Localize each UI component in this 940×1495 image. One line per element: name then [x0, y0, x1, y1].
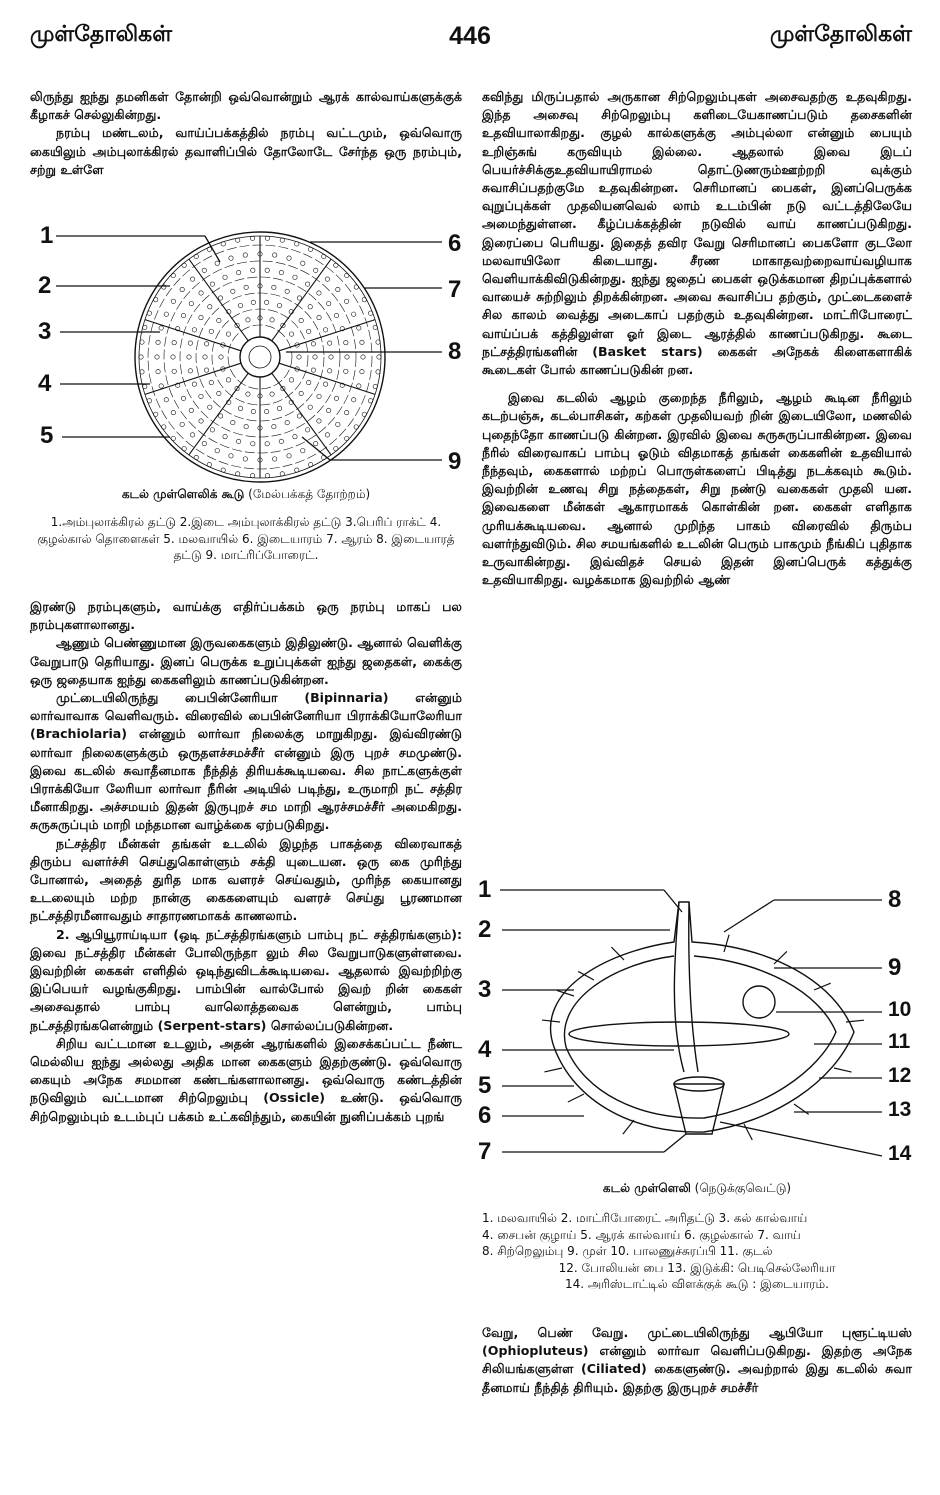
figure-label: 6 — [448, 230, 462, 257]
legend-line: 12. போலியன் பை 13. இடுக்கி: பெடிசெல்லேரியா — [558, 1260, 836, 1275]
paragraph: 2. ஆபியூராய்டியா (ஒடி நட்சத்திரங்களும் பாம்பு நட் சத்திரங்களும்): இவை நட்சத்திர மீன்கள் போலிருந்தா லும் சில வேறுபாடுகளுள்ளவை. இவற்றின் கைகள் எளிதில் ஒடிந்துவிடக்கூடியவை. ஆதலால் இவற்றிற்கு இப்பெயர் வழங்குகிறது. பாம்பின் வால்போல் இவற் றின் கைகள் அசைவதால் பாம்பு வாலொத்தவைக ளென்றும், பாம்பு நட்சத்திரங்களென்றும் (Serpent-stars) சொல்லப்படுகின்றன. — [30, 926, 462, 1033]
figure2-legend — [482, 1210, 912, 1293]
paragraph: கவிந்து மிருப்பதால் அருகான சிற்றெலும்புகள் அசைவதற்கு உதவுகிறது. இந்த அசைவு சிற்றெலும்பு களிடையேகாணப்படும் தசைகளின் உதவியாலாகிறது. குழல் கால்களுக்கு அம்புல்லா என்னும் பையும் உறிஞ்சுங் கருவியும் இல்லை. ஆதலால் இவை இடப் பெயர்ச்சிக்குஉதவியாயிராமல் தொட்டுணரும்ஊற்றறி வுக்கும் சுவாசிப்பதற்குமே உதவுகின்றன. செரிமானப் பைகள், இனப்பெருக்க வுறுப்புக்கள் முதலியனவெல் லாம் உடம்பின் நடு வட்டத்திலேயே அமைந்துள்ளன. கீழ்ப்பக்கத்தின் நடுவில் வாய் காணப்படுகிறது. இரைப்பை பெரியது. இதைத் தவிர வேறு செரிமானப் பைகளோ குடலோ மலவாயிலோ கிடையாது. சீரண மாகாதவற்றைவாய்வழியாக வெளியாக்கிவிடுகின்றது. ஐந்து ஜதைப் பைகள் ஒடுக்கமான திறப்புக்களால் வாயைச் சுற்றிலும் திறக்கின்றன. அவை சுவாசிப்ப தற்கும், முட்டைகளைச் சில காலம் வைத்து அடைகாப் பதற்கும் உதவுகின்றன. மாட்ரிபோரைட் வாய்ப்பக் கத்திலுள்ள ஓர் இடை ஆரத்தில் காணப்படுகிறது. கூடை நட்சத்திரங்களின் (Basket stars) கைகள் அநேகக் கிளைகளாகிக் கூடைகள் போல் காணப்படுகின் றன. — [482, 89, 912, 378]
figure-label: 1 — [478, 876, 492, 903]
figure-label: 7 — [448, 276, 462, 303]
page-number: 446 — [449, 22, 491, 50]
sea-urchin-test-diagram — [30, 222, 470, 492]
figure2-title: கடல் முள்ளெலி — [602, 1181, 691, 1195]
figure-label: 9 — [448, 448, 462, 475]
figure-label: 4 — [478, 1036, 492, 1063]
sea-urchin-section-diagram — [474, 872, 914, 1172]
figure-label: 9 — [888, 954, 902, 981]
left-column-top-text — [30, 88, 462, 179]
figure-label: 2 — [478, 916, 492, 943]
figure-label: 5 — [40, 422, 54, 449]
figure2-subtitle: (நெடுக்குவெட்டு) — [694, 1181, 792, 1195]
figure-label: 8 — [888, 886, 902, 913]
figure-label: 10 — [888, 998, 912, 1021]
left-column-text — [30, 598, 462, 1126]
figure-label: 3 — [478, 976, 492, 1003]
figure-label: 1 — [40, 222, 54, 249]
figure1-subtitle: (மேல்பக்கத் தோற்றம்) — [248, 487, 371, 501]
paragraph: வேறு, பெண் வேறு. முட்டையிலிருந்து ஆபியோ புளூட்டியஸ் (Ophiopluteus) என்னும் லார்வா வெளிப்படுகிறது. இதற்கு அநேக சிலியங்களுள்ள (Ciliated) கைகளுண்டு. அவற்றால் இது கடலில் சுவா தீனமாய் நீந்தித் திரியும். இதற்கு இருபுறச் சமச்சீர் — [482, 1325, 912, 1395]
legend-line: 4. சைபன் குழாய் 5. ஆரக் கால்வாய் 6. குழல்கால் 7. வாய் — [482, 1227, 801, 1242]
paragraph: முட்டையிலிருந்து பைபின்னேரியா (Bipinnaria) என்னும் லார்வாவாக வெளிவரும். விரைவில் பைபின்னேரியா பிராக்கியோலேரியா (Brachiolaria) என்னும் லார்வா நிலைக்கு மாறுகிறது. இவ்விரண்டு லார்வா நிலைகளுக்கும் ஒருதளச்சமச்சீர் என்னும் இரு புறச் சமமுண்டு. இவை கடலில் சுவாதீனமாக நீந்தித் திரியக்கூடியவை. சில நாட்களுக்குள் பிராக்கியோ லேரியா லார்வா நீரின் அடியில் படிந்து, உருமாறி நட் சத்திர மீனாகிறது. அச்சமயம் இதன் இருபுறச் சம மாறி ஆரச்சமச்சீர் அமைகிறது. சுருசுருப்பும் மாறி மந்தமான வாழ்க்கை ஏற்படுகிறது. — [30, 690, 462, 833]
figure-sea-urchin-section — [474, 872, 914, 1172]
paragraph: இவை கடலில் ஆழம் குறைந்த நீரிலும், ஆழம் கூடின நீரிலும் கடற்பஞ்சு, கடல்பாசிகள், கற்கள் முதலியவற் றின் இடையிலோ, மணலில் புதைந்தோ காணப்படு கின்றன. இரவில் இவை சுருசுருப்பாகின்றன. இவை நீரில் விரைவாகப் பாம்பு ஓடும் விதமாகத் தங்கள் கைகளின் உதவியால் நீந்தவும், கைகளால் மற்றப் பொருள்களைப் பிடித்து நடக்கவும் கூடும். இவற்றின் உணவு சிறு நத்தைகள், சிறு நண்டு வகைகள் முதலி யன. இவைகளை மீன்கள் ஆகாரமாகக் கொள்கின் றன. கைகள் எளிதாக முரியக்கூடியவை. ஆனால் முறிந்த பாகம் விரைவில் திரும்ப வளர்ந்துவிடும். சில சமயங்களில் உடலின் பெரும் பாகமும் நீங்கிப் புதிதாக உருவாகின்றது. இவ்விதச் செயல் இதன் இனப்பெருக் கத்துக்கு உதவியாகிறது. வழக்கமாக இவற்றில் ஆண் — [482, 390, 912, 588]
running-title-right: முள்தோலிகள் — [769, 22, 912, 47]
figure-label: 2 — [38, 272, 52, 299]
legend-line: 1. மலவாயில் 2. மாட்ரிபோரைட் அரிதட்டு 3. கல் கால்வாய் — [482, 1211, 808, 1225]
figure1-caption — [30, 486, 462, 503]
paragraph: சிறிய வட்டமான உடலும், அதன் ஆரங்களில் இசைக்கப்பட்ட நீண்ட மெல்லிய ஐந்து அல்லது அதிக மான கைகளும் இதற்குண்டு. ஒவ்வொரு கையும் அநேக சமமான கண்டங்களாலானது. ஒவ்வொரு கண்டத்தின் நடுவிலும் வட்டமான சிற்றெலும்பு (Ossicle) உண்டு. ஒவ்வொரு சிற்றெலும்பும் உடம்புப் பக்கம் உட்கவிந்தும், கையின் நுனிப்பக்கம் புறங் — [30, 1035, 462, 1124]
figure-sea-urchin-test — [30, 222, 470, 492]
figure-label: 14 — [888, 1142, 912, 1165]
figure-label: 13 — [888, 1098, 912, 1121]
figure-label: 11 — [888, 1030, 911, 1053]
figure-label: 5 — [478, 1072, 492, 1099]
running-title-left: முள்தோலிகள் — [30, 22, 173, 47]
paragraph: நரம்பு மண்டலம், வாய்ப்பக்கத்தில் நரம்பு வட்டமும், ஒவ்வொரு கையிலும் அம்புலாக்கிரல் தவாளிப்பில் தோலோடே சேர்ந்த ஒரு நரம்பும், சற்று உள்ளே — [30, 125, 462, 177]
legend-line: 8. சிற்றெலும்பு 9. முள் 10. பாலணுச்சுரப்பி 11. குடல் — [482, 1244, 773, 1258]
paragraph: ஆணும் பெண்ணுமான இருவகைகளும் இதிலுண்டு. ஆனால் வெளிக்கு வேறுபாடு தெரியாது. இனப் பெருக்க உறுப்புக்கள் ஐந்து ஜதைகள், கைக்கு ஒரு ஜதையாக ஐந்து கைகளிலும் காணப்படுகின்றன. — [30, 635, 462, 687]
figure-label: 6 — [478, 1102, 492, 1129]
paragraph: இரண்டு நரம்புகளும், வாய்க்கு எதிர்ப்பக்கம் ஒரு நரம்பு மாகப் பல நரம்புகளாலானது. — [30, 599, 462, 633]
right-column-bottom-text — [482, 1324, 912, 1397]
paragraph: நட்சத்திர மீன்கள் தங்கள் உடலில் இழந்த பாகத்தை விரைவாகத் திரும்ப வளர்ச்சி செய்துகொள்ளும் சக்தி யுடையன. ஒரு கை முரிந்து போனால், அதைத் துரித மாக வளரச் செய்வதும், முரிந்த கையானது உடலையும் மற்ற நான்கு கைகளையும் வளரச் செய்து பூரணமான நட்சத்திரமீனாவதும் சாதாரணமாகக் காணலாம். — [30, 835, 462, 924]
legend-line: 14. அரிஸ்டாட்டில் விளக்குக் கூடு : இடையாரம். — [565, 1277, 829, 1291]
figure-label: 4 — [38, 370, 52, 397]
figure-label: 3 — [38, 318, 52, 345]
figure-label: 8 — [448, 338, 462, 365]
figure1-title: கடல் முள்ளெலிக் கூடு — [121, 487, 245, 501]
figure2-caption — [482, 1180, 912, 1197]
page-header — [0, 22, 940, 58]
figure-label: 7 — [478, 1138, 492, 1165]
paragraph: லிருந்து ஐந்து தமனிகள் தோன்றி ஒவ்வொன்றும் ஆரக் கால்வாய்களுக்குக் கீழாகச் செல்லுகின்றது. — [30, 89, 462, 123]
right-column-text — [482, 88, 912, 589]
figure1-legend: 1.அம்புலாக்கிரல் தட்டு 2.இடை அம்புலாக்கிரல் தட்டு 3.பெரிப் ராக்ட் 4. குழல்கால் தொளைகள் 5. மலவாயில் 6. இடையாரம் 7. ஆரம் 8. இடையாரத் தட்டு 9. மாட்ரிப்போரைட். — [37, 515, 455, 562]
figure-label: 12 — [888, 1064, 912, 1087]
